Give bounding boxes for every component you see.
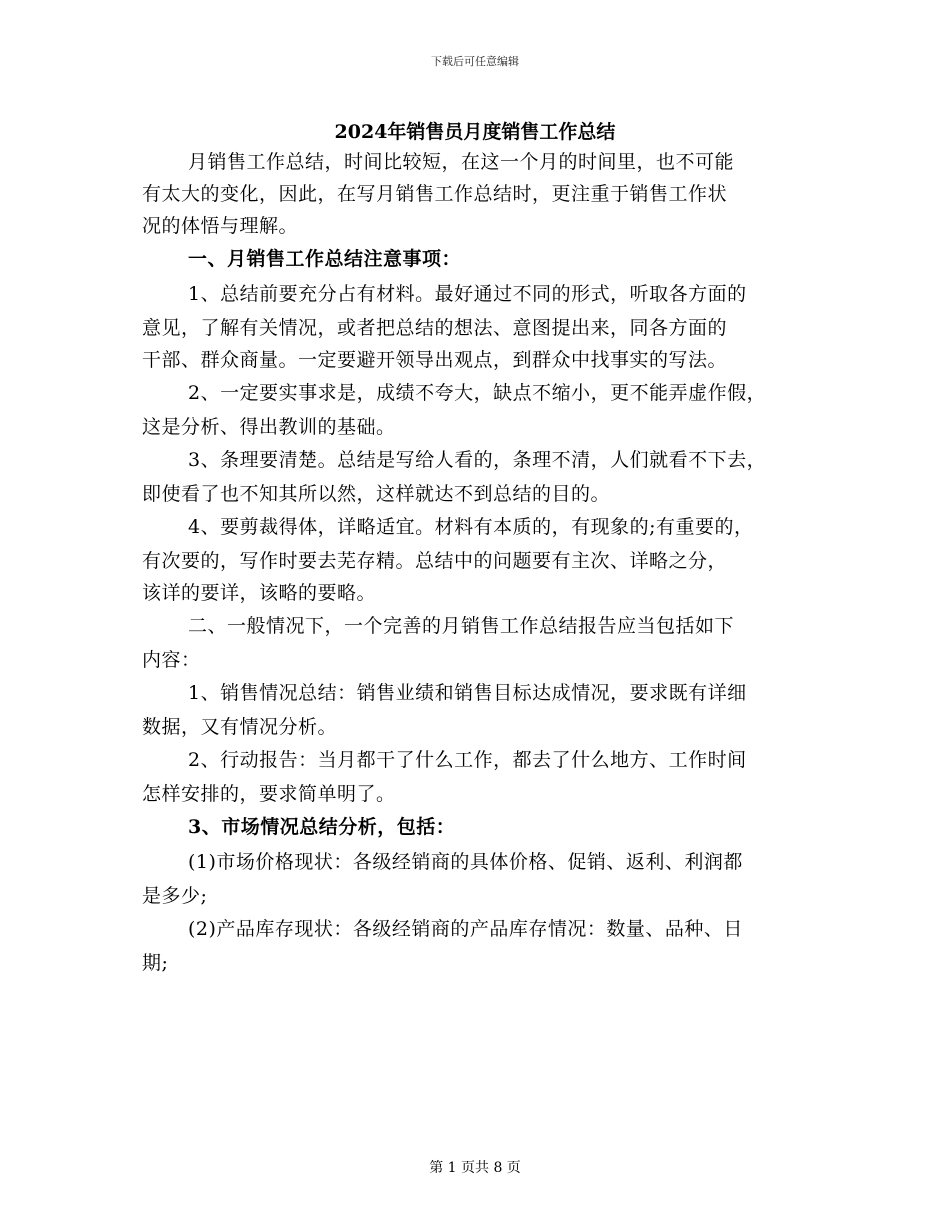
paragraph-line: (1)市场价格现状：各级经销商的具体价格、促销、返利、利润都 (188, 851, 743, 873)
page-footer: 第 1 页共 8 页 (429, 1160, 521, 1176)
paragraph-line: 该详的要详，该略的要略。 (142, 582, 377, 604)
document-title: 2024年销售员月度销售工作总结 (334, 121, 616, 143)
paragraph-line: 数据，又有情况分析。 (142, 716, 338, 738)
paragraph-line: 二、一般情况下，一个完善的月销售工作总结报告应当包括如下 (188, 615, 735, 637)
paragraph-line: 有太大的变化，因此，在写月销售工作总结时，更注重于销售工作状 (142, 183, 728, 205)
paragraph-line: 有次要的，写作时要去芜存精。总结中的问题要有主次、详略之分， (142, 550, 728, 572)
paragraph-line: 4、要剪裁得体，详略适宜。材料有本质的，有现象的;有重要的， (188, 516, 754, 538)
section-heading: 一、月销售工作总结注意事项： (188, 248, 462, 270)
paragraph-line: 期; (142, 952, 169, 974)
paragraph-line: 况的体悟与理解。 (142, 215, 299, 237)
paragraph-line: 2、一定要实事求是，成绩不夸大，缺点不缩小，更不能弄虚作假， (188, 382, 767, 404)
paragraph-line: 月销售工作总结，时间比较短，在这一个月的时间里，也不可能 (188, 151, 735, 173)
paragraph-line: 内容： (142, 649, 201, 671)
paragraph-line: 2、行动报告：当月都干了什么工作，都去了什么地方、工作时间 (188, 749, 747, 771)
paragraph-line: 意见，了解有关情况，或者把总结的想法、意图提出来，同各方面的 (142, 317, 728, 339)
paragraph-line: 怎样安排的，要求简单明了。 (142, 783, 396, 805)
paragraph-line: (2)产品库存现状：各级经销商的产品库存情况：数量、品种、日 (188, 918, 743, 940)
paragraph-line: 即使看了也不知其所以然，这样就达不到总结的目的。 (142, 483, 611, 505)
paragraph-line: 3、条理要清楚。总结是写给人看的，条理不清，人们就看不下去， (188, 449, 767, 471)
paragraph-line: 是多少; (142, 885, 208, 907)
section-heading: 3、市场情况总结分析，包括： (188, 816, 456, 838)
paragraph-line: 1、总结前要充分占有材料。最好通过不同的形式，听取各方面的 (188, 283, 747, 305)
paragraph-line: 干部、群众商量。一定要避开领导出观点，到群众中找事实的写法。 (142, 349, 728, 371)
paragraph-line: 这是分析、得出教训的基础。 (142, 416, 396, 438)
paragraph-line: 1、销售情况总结：销售业绩和销售目标达成情况，要求既有详细 (188, 682, 747, 704)
page-header: 下载后可任意编辑 (431, 55, 519, 68)
document-body (142, 146, 822, 979)
